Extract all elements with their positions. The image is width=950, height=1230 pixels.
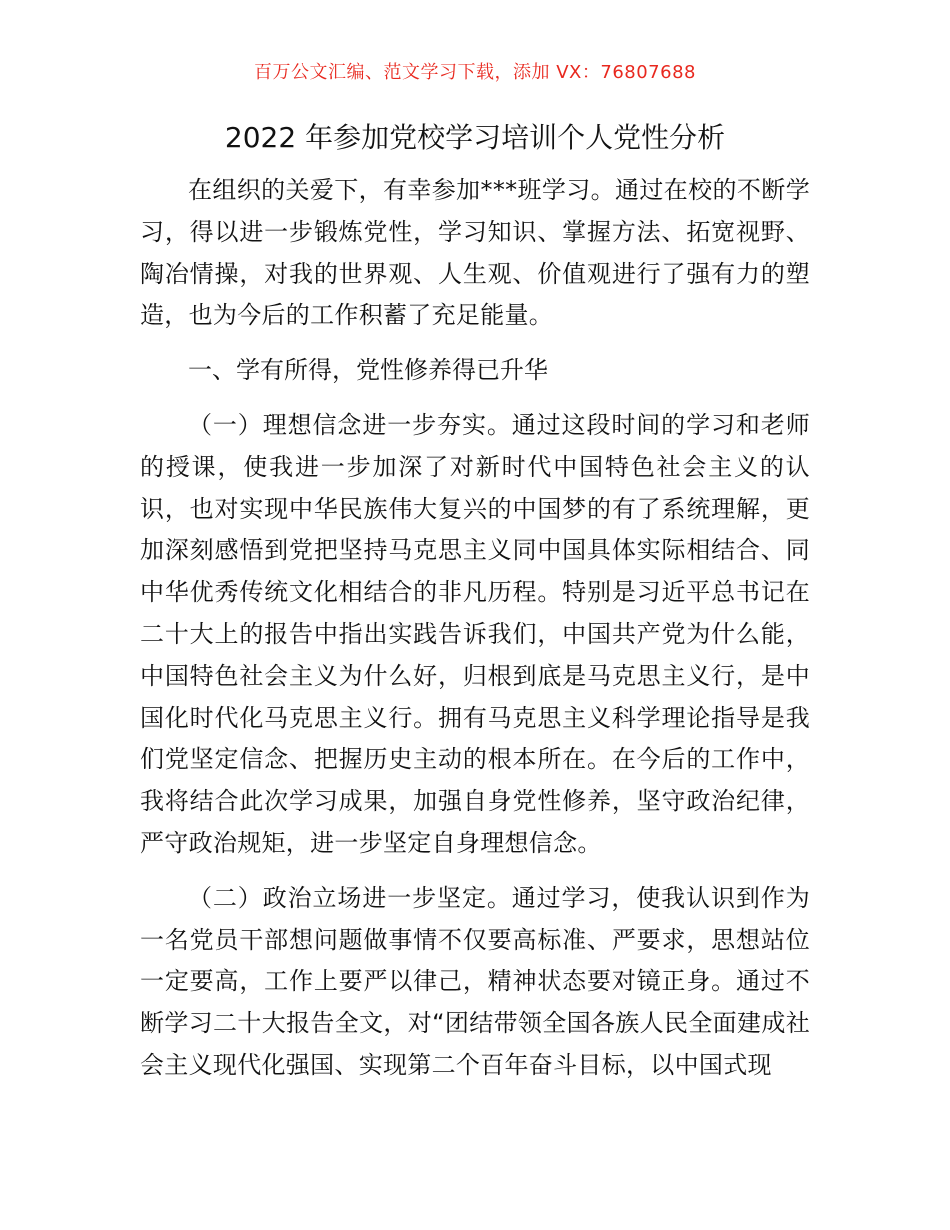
intro-paragraph: 在组织的关爱下，有幸参加***班学习。通过在校的不断学习，得以进一步锻炼党性，学习知识、掌握方法、拓宽视野、陶冶情操，对我的世界观、人生观、价值观进行了强有力的塑造，也为今后的工作积蓄了充足能量。 — [140, 176, 810, 330]
page-title: 2022 年参加党校学习培训个人党性分析 — [224, 121, 726, 154]
paragraph-ideals: （一）理想信念进一步夯实。通过这段时间的学习和老师的授课，使我进一步加深了对新时代中国特色社会主义的认识，也对实现中华民族伟大复兴的中国梦的有了系统理解，更加深刻感悟到党把坚持马克思主义同中国具体实际相结合、同中华优秀传统文化相结合的非凡历程。特别是习近平总书记在二十大上的报告中指出实践告诉我们，中国共产党为什么能，中国特色社会主义为什么好，归根到底是马克思主义行，是中国化时代化马克思主义行。拥有马克思主义科学理论指导是我们党坚定信念、把握历史主动的根本所在。在今后的工作中，我将结合此次学习成果，加强自身党性修养，坚守政治纪律，严守政治规矩，进一步坚定自身理想信念。 — [140, 410, 810, 857]
document-body — [140, 170, 810, 1100]
paragraph-political-stance: （二）政治立场进一步坚定。通过学习，使我认识到作为一名党员干部想问题做事情不仅要高标准、严要求，思想站位一定要高，工作上要严以律己，精神状态要对镜正身。通过不断学习二十大报告全文，对“团结带领全国各族人民全面建成社会主义现代化强国、实现第二个百年奋斗目标，以中国式现 — [140, 883, 810, 1079]
watermark-header: 百万公文汇编、范文学习下载，添加 VX：76807688 — [254, 62, 696, 83]
section-heading: 一、学有所得，党性修养得已升华 — [188, 356, 548, 385]
